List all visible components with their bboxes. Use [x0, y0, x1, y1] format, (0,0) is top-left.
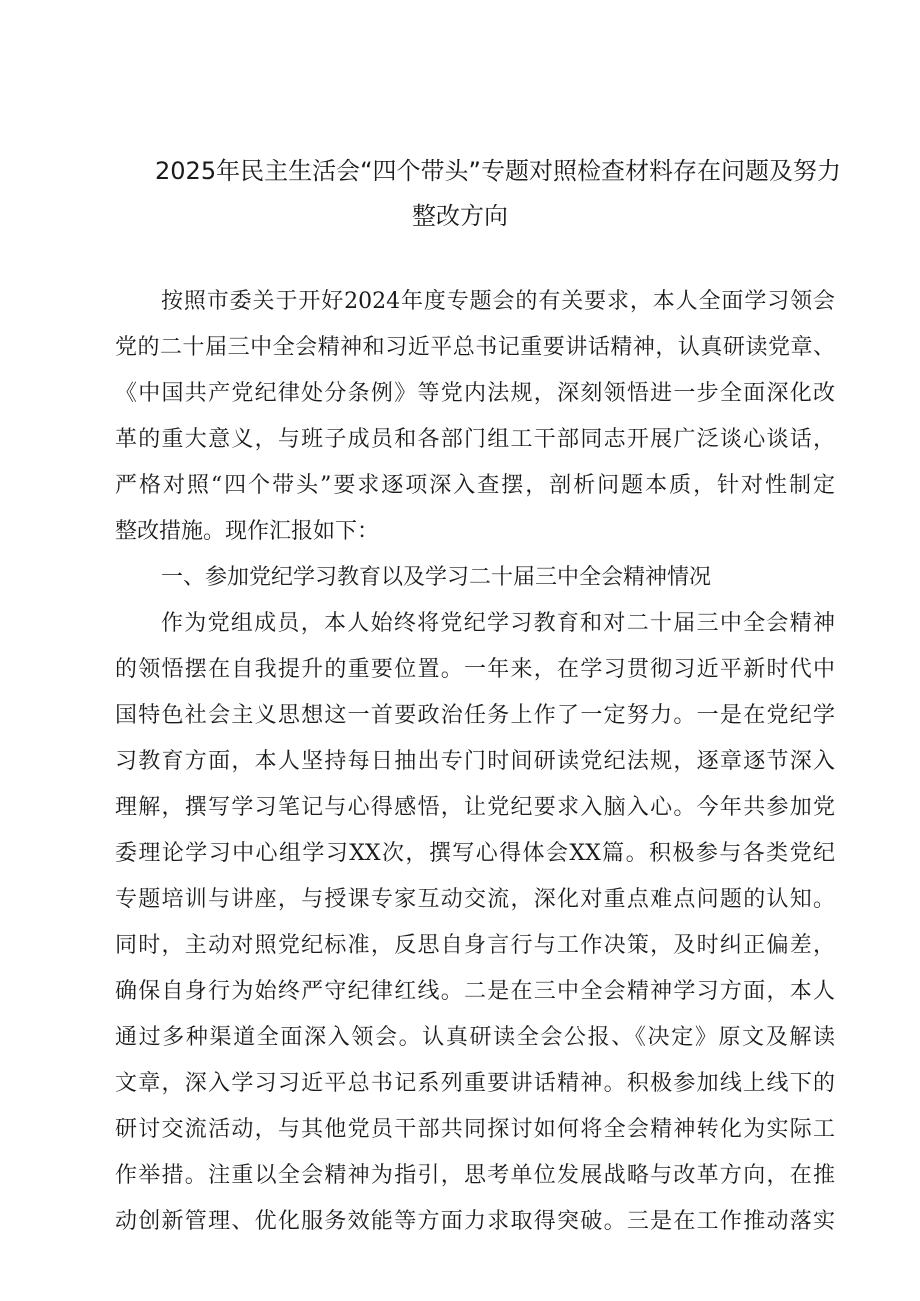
paragraph-2-line: 通过多种渠道全面深入领会。认真研读全会公报、《决定》原文及解读	[115, 1025, 835, 1050]
paragraph-2-line: 习教育方面，本人坚持每日抽出专门时间研读党纪法规，逐章逐节深入	[115, 749, 835, 774]
paragraph-1-line: 革的重大意义，与班子成员和各部门组工干部同志开展广泛谈心谈话，	[115, 427, 835, 452]
paragraph-2-line: 理解，撰写学习笔记与心得感悟，让党纪要求入脑入心。今年共参加党	[115, 795, 835, 820]
section-heading-1: 一、参加党纪学习教育以及学习二十届三中全会精神情况	[161, 565, 712, 590]
paragraph-2-line: 委理论学习中心组学习XX次，撰写心得体会XX篇。积极参与各类党纪	[115, 841, 835, 866]
paragraph-2-line: 专题培训与讲座，与授课专家互动交流，深化对重点难点问题的认知。	[115, 887, 835, 912]
document-title-line-1: 2025年民主生活会“四个带头”专题对照检查材料存在问题及努力	[155, 157, 841, 185]
paragraph-2-line: 的领悟摆在自我提升的重要位置。一年来，在学习贯彻习近平新时代中	[115, 657, 835, 682]
paragraph-2-line: 文章，深入学习习近平总书记系列重要讲话精神。积极参加线上线下的	[115, 1071, 835, 1096]
document-title-line-2: 整改方向	[412, 202, 508, 230]
paragraph-2-line: 作举措。注重以全会精神为指引，思考单位发展战略与改革方向，在推	[115, 1163, 835, 1188]
paragraph-2-line: 动创新管理、优化服务效能等方面力求取得突破。三是在工作推动落实	[115, 1209, 835, 1234]
paragraph-1-line: 整改措施。现作汇报如下：	[115, 519, 380, 544]
paragraph-2-line: 作为党组成员，本人始终将党纪学习教育和对二十届三中全会精神	[161, 611, 835, 636]
paragraph-1-line: 《中国共产党纪律处分条例》等党内法规，深刻领悟进一步全面深化改	[115, 381, 835, 406]
paragraph-1-line: 严格对照“四个带头”要求逐项深入查摆，剖析问题本质，针对性制定	[115, 473, 835, 498]
paragraph-2-line: 研讨交流活动，与其他党员干部共同探讨如何将全会精神转化为实际工	[115, 1117, 835, 1142]
paragraph-2-line: 确保自身行为始终严守纪律红线。二是在三中全会精神学习方面，本人	[115, 979, 835, 1004]
paragraph-1-line: 党的二十届三中全会精神和习近平总书记重要讲话精神，认真研读党章、	[115, 335, 835, 360]
paragraph-2-line: 同时，主动对照党纪标准，反思自身言行与工作决策，及时纠正偏差，	[115, 933, 835, 958]
paragraph-2-line: 国特色社会主义思想这一首要政治任务上作了一定努力。一是在党纪学	[115, 703, 835, 728]
paragraph-1-line: 按照市委关于开好2024年度专题会的有关要求，本人全面学习领会	[161, 289, 835, 314]
